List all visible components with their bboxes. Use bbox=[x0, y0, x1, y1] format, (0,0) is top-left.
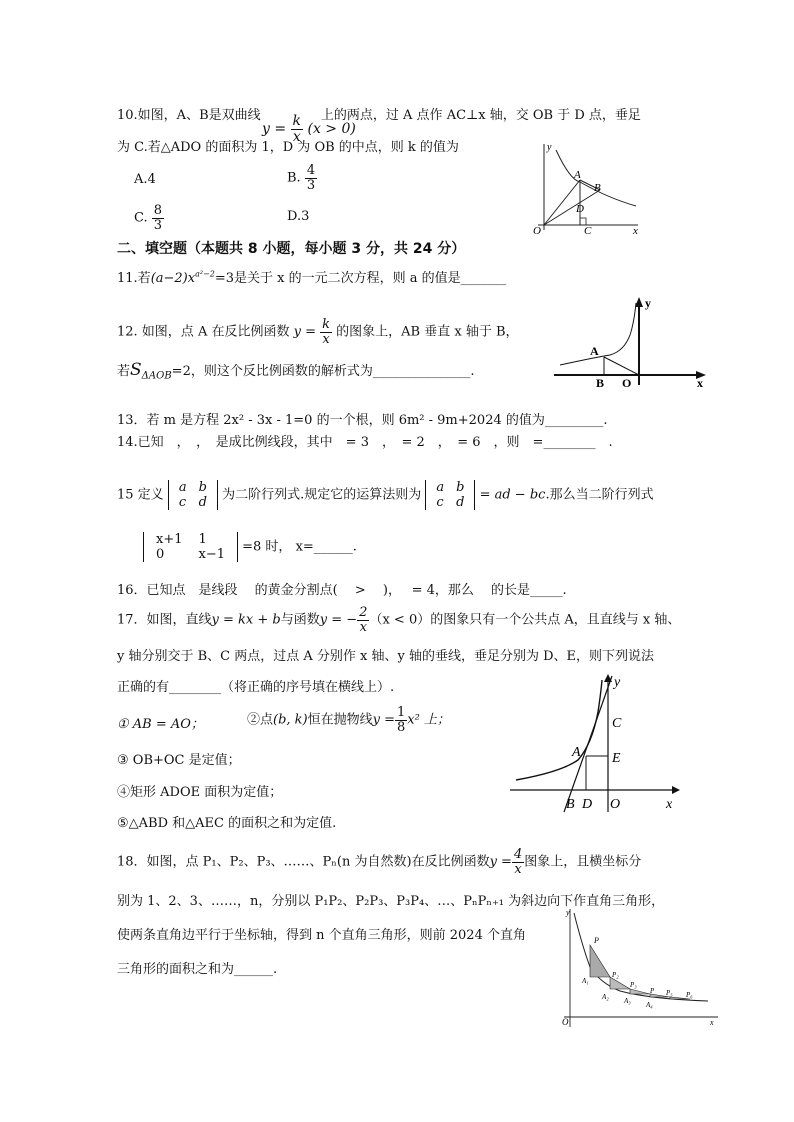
q15-line2 bbox=[143, 532, 357, 562]
q12-sub: ΔAOB bbox=[141, 370, 172, 382]
q18-y: y = bbox=[489, 854, 512, 870]
q17-fy: y = − bbox=[319, 612, 358, 628]
q18-text-b: 图象上，且横坐标分 bbox=[524, 854, 642, 870]
q15-rule-c: c bbox=[436, 495, 444, 510]
q18-fig-P1: P bbox=[594, 936, 599, 945]
q10-line2: 为 C.若△ADO 的面积为 1，D 为 OB 的中点，则 k 的值为 bbox=[117, 140, 459, 155]
q12-fig-O: O bbox=[622, 376, 632, 390]
q10-option-c bbox=[134, 204, 164, 232]
q17-item3: ③ OB+OC 是定值； bbox=[117, 753, 241, 768]
q17-item2 bbox=[247, 706, 450, 734]
q12-line1 bbox=[117, 318, 519, 346]
q10-figure bbox=[528, 140, 648, 240]
q10-option-d: D.3 bbox=[287, 209, 310, 224]
q10-text-a: 10.如图，A、B是双曲线 bbox=[117, 108, 261, 123]
q15-b: b bbox=[198, 480, 207, 495]
section-title: 二、填空题（本题共 8 小题，每小题 3 分，共 24 分） bbox=[117, 241, 466, 257]
q17-item2-b: (b, k) bbox=[273, 712, 308, 728]
q15-mid: 为二阶行列式.规定它的运算法则为 bbox=[222, 487, 422, 503]
q12-text-c: 若 bbox=[117, 364, 131, 379]
q17-fig-O: O bbox=[610, 797, 621, 812]
q17-fig-C: C bbox=[612, 716, 622, 731]
q15-c: c bbox=[178, 495, 187, 510]
q18-fig-A1: A₁ bbox=[582, 977, 589, 985]
q17-item2-d: x² 上； bbox=[407, 712, 450, 728]
q15-answer: =8 时， x=______. bbox=[242, 539, 357, 555]
q17-line-eq: y = kx + b bbox=[211, 612, 281, 628]
q18-line2: 别为 1、2、3、……，n，分别以 P₁P₂、P₂P₃、P₃P₄、…、PₙPₙ₊₁ 为斜边向下作直角三角形， bbox=[117, 894, 665, 909]
q10-option-a: A.4 bbox=[134, 172, 156, 187]
q15-rule-a: a bbox=[436, 480, 445, 495]
q10-fig-B: B bbox=[594, 182, 601, 194]
q14-line: 14.已知 ， ， 是成比例线段，其中 = 3 ， = 2 ， = 6 ，则 =________ . bbox=[117, 435, 613, 450]
q15-matrix bbox=[143, 532, 238, 562]
q10-fig-O: O bbox=[533, 225, 541, 237]
q12-fig-A: A bbox=[590, 344, 599, 358]
q17-item2-a: ②点 bbox=[247, 712, 274, 728]
q18-fig-A3: A₃ bbox=[624, 997, 631, 1005]
q17-text-a: 17．如图，直线 bbox=[117, 612, 212, 628]
q17-item1: ① AB = AO； bbox=[117, 717, 204, 732]
q17-item5: ⑤△ABD 和△AEC 的面积之和为定值. bbox=[117, 816, 337, 831]
q18-line3: 使两条直角边平行于坐标轴，得到 n 个直角三角形，则前 2024 个直角 bbox=[117, 928, 526, 943]
q18-line4: 三角形的面积之和为______. bbox=[117, 962, 278, 977]
q11-exp: a²−2 bbox=[195, 269, 215, 279]
q17-fden: x bbox=[359, 619, 367, 635]
q12-fig-y: y bbox=[645, 296, 651, 310]
q16-line: 16．已知点 是线段 的黄金分割点( > )， = 4，那么 的长是_____. bbox=[117, 583, 567, 598]
q17-item2-num: 1 bbox=[397, 705, 406, 720]
q10-fig-D: D bbox=[576, 203, 584, 215]
q18-fig-x: x bbox=[710, 1018, 714, 1027]
q11-pre: 11.若 bbox=[117, 271, 151, 286]
q18-fig-y: y bbox=[566, 908, 570, 917]
q18-fig-P2: P₂ bbox=[612, 971, 619, 979]
q10-fig-x: x bbox=[633, 225, 638, 237]
q17-fig-E: E bbox=[612, 751, 621, 766]
q17-line2: y 轴分别交于 B、C 两点，过点 A 分别作 x 轴、y 轴的垂线，垂足分别为 D、E，则下列说法 bbox=[117, 649, 655, 664]
q15-pre: 15 定义 bbox=[117, 487, 164, 503]
q18-text-a: 18．如图，点 P₁、P₂、P₃、……、Pₙ(n 为自然数)在反比例函数 bbox=[117, 854, 490, 870]
q17-item2-den: 8 bbox=[397, 719, 406, 735]
q15-post: .那么当二阶行列式 bbox=[545, 487, 654, 503]
q18-fig-P5: P₅ bbox=[666, 989, 673, 997]
q12-line2 bbox=[117, 360, 474, 382]
q10-text-b: 上的两点，过 A 点作 AC⊥x 轴，交 OB 于 D 点，垂足 bbox=[320, 108, 641, 123]
q18-fig-A4: A₄ bbox=[646, 1001, 653, 1009]
q15-d: d bbox=[198, 495, 207, 510]
q17-item4: ④矩形 ADOE 面积为定值； bbox=[117, 785, 283, 800]
q15-rule: = ad − bc bbox=[479, 487, 546, 503]
q10-option-c-num: 8 bbox=[153, 203, 163, 218]
q17-fnum: 2 bbox=[359, 605, 368, 620]
q11-post: =3是关于 x 的一元二次方程，则 a 的值是_______ bbox=[214, 271, 507, 286]
q12-text-d: =2，则这个反比例函数的解析式为_______________. bbox=[171, 364, 475, 379]
q15-m11: x+1 bbox=[156, 532, 183, 547]
q17-line1 bbox=[117, 606, 680, 634]
q11-expr: (a−2)x bbox=[150, 271, 196, 286]
q17-fig-y: y bbox=[614, 675, 621, 690]
q11-line bbox=[117, 267, 506, 286]
q12-text-a: 12. 如图，点 A 在反比例函数 bbox=[117, 324, 290, 340]
q18-fig-P6: P₆ bbox=[686, 991, 693, 999]
q12-y: y = bbox=[293, 324, 316, 340]
q12-den: x bbox=[322, 331, 330, 347]
q12-S: S bbox=[130, 360, 142, 380]
q10-option-b-num: 4 bbox=[306, 163, 316, 178]
q17-figure bbox=[506, 672, 686, 814]
q17-fig-x: x bbox=[666, 797, 673, 812]
q10-frac-den: x bbox=[292, 128, 301, 145]
q10-frac-num: k bbox=[292, 113, 302, 129]
q10-formula-cond: (x > 0) bbox=[307, 121, 356, 138]
q10-option-c-den: 3 bbox=[153, 217, 163, 233]
q13-line: 13．若 m 是方程 2x² - 3x - 1=0 的一个根，则 6m² - 9m+2024 的值为_________. bbox=[117, 413, 608, 428]
q17-item2-c: 恒在抛物线 bbox=[307, 712, 373, 728]
q10-fig-A: A bbox=[574, 169, 581, 181]
q15-m21: 0 bbox=[156, 547, 165, 562]
q17-text-c: （x < 0）的图象只有一个公共点 A，且直线与 x 轴、 bbox=[369, 612, 681, 628]
q17-text-b: 与函数 bbox=[280, 612, 320, 628]
q12-figure bbox=[552, 295, 712, 390]
q15-rule-b: b bbox=[456, 480, 465, 495]
q18-fig-O: O bbox=[562, 1017, 569, 1027]
q12-num: k bbox=[322, 317, 331, 332]
q10-formula-y: y = bbox=[262, 121, 287, 138]
q18-line1 bbox=[117, 848, 641, 876]
q10-fig-y: y bbox=[547, 142, 552, 153]
q15-rule-d: d bbox=[456, 495, 465, 510]
q10-line1 bbox=[117, 104, 641, 123]
q18-fig-P4: P bbox=[650, 987, 655, 995]
q17-line3: 正确的有________（将正确的序号填在横线上）. bbox=[117, 680, 395, 695]
q10-option-b bbox=[287, 164, 317, 192]
q15-determinant-rule bbox=[425, 480, 475, 510]
q12-fig-x: x bbox=[697, 376, 703, 390]
q12-fig-B: B bbox=[596, 376, 605, 390]
q10-option-b-label: B. bbox=[287, 170, 301, 186]
q15-m12: 1 bbox=[198, 532, 207, 547]
q17-fig-B: B bbox=[566, 797, 575, 812]
q17-fig-D: D bbox=[582, 797, 593, 812]
q10-fig-C: C bbox=[584, 225, 592, 237]
q18-fig-P3: P₃ bbox=[630, 981, 637, 989]
q10-option-b-den: 3 bbox=[306, 177, 316, 193]
q18-num: 4 bbox=[513, 847, 523, 862]
q10-option-c-label: C. bbox=[134, 210, 148, 226]
q15-a: a bbox=[178, 480, 187, 495]
q15-m22: x−1 bbox=[198, 547, 225, 562]
q15-determinant bbox=[168, 480, 218, 510]
q18-figure bbox=[558, 905, 724, 1030]
q18-den: x bbox=[514, 861, 522, 877]
q17-fig-A: A bbox=[572, 745, 581, 760]
q15-line1 bbox=[117, 480, 654, 510]
q12-text-b: 的图象上，AB 垂直 x 轴于 B， bbox=[336, 324, 519, 340]
q17-item2-y: y = bbox=[372, 712, 396, 728]
q18-fig-A2: A₂ bbox=[602, 993, 609, 1001]
